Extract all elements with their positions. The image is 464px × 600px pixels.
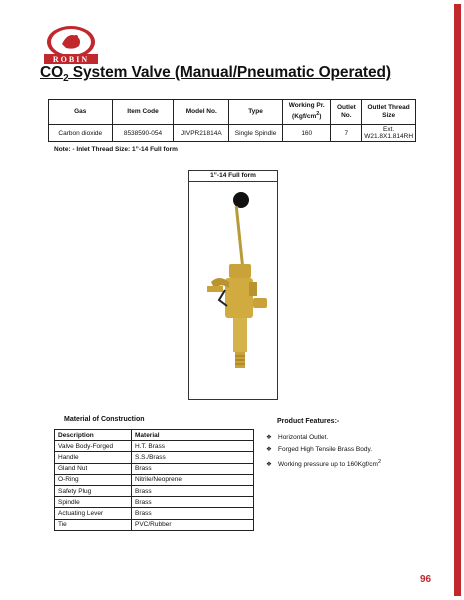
features-title: Product Features:- (277, 418, 340, 425)
table-row: Safety Plug Brass (55, 485, 254, 496)
spec-table: Gas Item Code Model No. Type Working Pr. $(Kgf/cm^2)$ Outlet No. Outlet Thread Size Carbon dioxide 8538590-054 JIVPR21814A Single Spindle 160 7 Ext. W21.8X1.814RH (48, 99, 416, 142)
list-item: ❖ Forged High Tensile Brass Body. (266, 444, 381, 456)
table-row: Tie PVC/Rubber (55, 519, 254, 530)
valve-image (189, 182, 277, 399)
figure-caption: 1”-14 Full form (189, 171, 277, 182)
features-list (266, 432, 381, 471)
table-row: O-Ring Nitrile/Neoprene (55, 474, 254, 485)
diamond-bullet-icon: ❖ (266, 461, 272, 469)
robin-logo (36, 24, 106, 66)
page-title: $CO_2$ System Valve (Manual/Pneumatic Operated) (40, 64, 391, 85)
table-row: Carbon dioxide 8538590-054 JIVPR21814A Single Spindle 160 7 Ext. W21.8X1.814RH (49, 125, 416, 142)
diamond-bullet-icon: ❖ (266, 446, 272, 453)
page-number: 96 (420, 574, 432, 585)
table-row: Handle S.S./Brass (55, 452, 254, 463)
valve-figure (188, 170, 278, 400)
material-title: Material of Construction (64, 416, 145, 423)
table-row: Actuating Lever Brass (55, 508, 254, 519)
page-edge-bar (454, 4, 461, 596)
list-item: ❖ Horizontal Outlet. (266, 432, 381, 444)
table-row: Gland Nut Brass (55, 463, 254, 474)
material-table: Description Material Valve Body-Forged H.T. Brass Handle S.S./Brass Gland Nut Brass O-Ring Nitrile/Neoprene Safety Plug Brass Spindle Brass Actuating Lever Brass Tie PVC/Rubber (54, 429, 254, 531)
table-row: Spindle Brass (55, 497, 254, 508)
inlet-note: Note: - Inlet Thread Size: 1”-14 Full form (54, 146, 178, 153)
list-item: ❖ Working pressure up to $160Kgf/cm^2$ (266, 456, 381, 471)
logo-text: ROBIN (52, 55, 90, 64)
table-row: Valve Body-Forged H.T. Brass (55, 441, 254, 452)
diamond-bullet-icon: ❖ (266, 434, 272, 441)
